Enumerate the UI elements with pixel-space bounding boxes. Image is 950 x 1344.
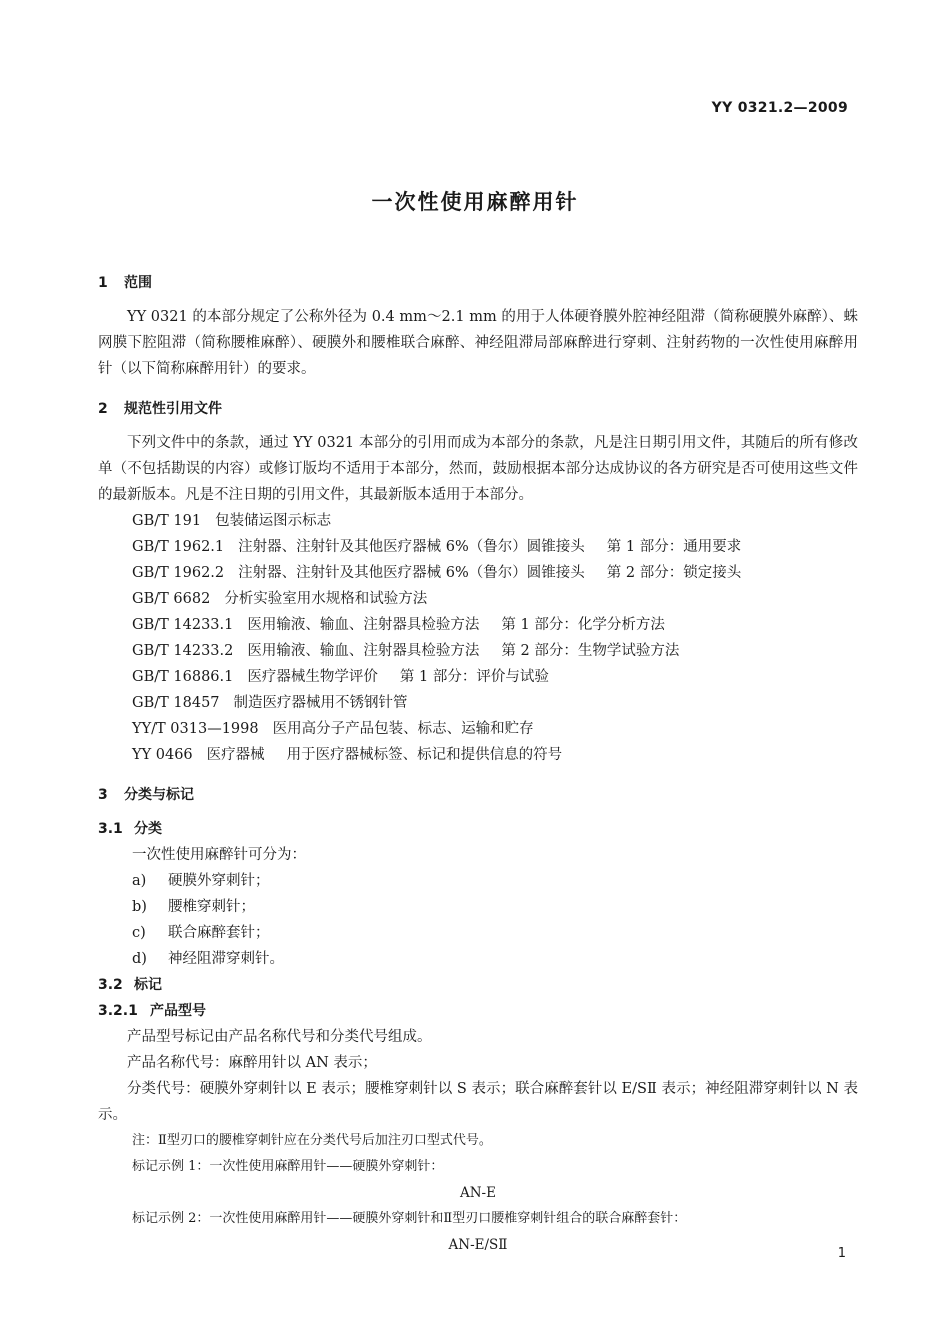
reference-title: 包装储运图示标志 bbox=[215, 513, 332, 529]
section-3-2-heading bbox=[98, 972, 858, 998]
list-item-text: 联合麻醉套针； bbox=[168, 925, 270, 941]
reference-part: 第 1 部分：化学分析方法 bbox=[501, 617, 665, 633]
reference-title: 分析实验室用水规格和试验方法 bbox=[224, 591, 428, 607]
reference-code: GB/T 1962.1 bbox=[132, 539, 225, 555]
reference-item bbox=[132, 742, 858, 768]
reference-list bbox=[132, 508, 858, 768]
list-item-text: 腰椎穿刺针； bbox=[168, 899, 255, 915]
reference-code: YY 0466 bbox=[132, 747, 193, 763]
reference-item bbox=[132, 586, 858, 612]
reference-item bbox=[132, 690, 858, 716]
classification-list bbox=[132, 868, 858, 972]
section-1-heading bbox=[98, 270, 858, 296]
section-2-heading bbox=[98, 396, 858, 422]
list-item-label: b) bbox=[132, 899, 147, 915]
reference-title: 医用输液、输血、注射器具检验方法 bbox=[247, 617, 480, 633]
reference-part: 第 2 部分：生物学试验方法 bbox=[501, 643, 680, 659]
section-3-title: 分类与标记 bbox=[124, 787, 194, 803]
reference-title: 注射器、注射针及其他医疗器械 6%（鲁尔）圆锥接头 bbox=[238, 539, 585, 555]
reference-code: GB/T 18457 bbox=[132, 695, 220, 711]
section-3-1-title: 分类 bbox=[134, 821, 162, 837]
section-3-1-heading bbox=[98, 816, 858, 842]
list-item-text: 神经阻滞穿刺针。 bbox=[168, 951, 284, 967]
reference-item bbox=[132, 716, 858, 742]
list-item-text: 硬膜外穿刺针； bbox=[168, 873, 270, 889]
marking-example-2-code: AN-E/SⅡ bbox=[448, 1237, 508, 1253]
section-2-title: 规范性引用文件 bbox=[124, 401, 222, 417]
section-1-paragraph: YY 0321 的本部分规定了公称外径为 0.4 mm～2.1 mm 的用于人体硬脊膜外腔神经阻滞（简称硬膜外麻醉）、蛛网膜下腔阻滞（简称腰椎麻醉）、硬膜外和腰椎联合麻醉、神经阻滞局部麻醉进行穿刺、注射药物的一次性使用麻醉用针（以下简称麻醉用针）的要求。 bbox=[98, 309, 858, 377]
reference-code: GB/T 1962.2 bbox=[132, 565, 225, 581]
section-3-1-number: 3.1 bbox=[98, 821, 123, 837]
marking-example-2: 标记示例 2：一次性使用麻醉用针——硬膜外穿刺针和Ⅱ型刃口腰椎穿刺针组合的联合麻醉套针： bbox=[132, 1211, 687, 1226]
reference-item bbox=[132, 508, 858, 534]
reference-item bbox=[132, 534, 858, 560]
marking-example-1-code: AN-E bbox=[460, 1185, 496, 1201]
marking-example-1: 标记示例 1：一次性使用麻醉用针——硬膜外穿刺针： bbox=[132, 1159, 444, 1174]
reference-part: 用于医疗器械标签、标记和提供信息的符号 bbox=[286, 747, 563, 763]
model-paragraph-3: 分类代号：硬膜外穿刺针以 E 表示；腰椎穿刺针以 S 表示；联合麻醉套针以 E/SⅡ 表示；神经阻滞穿刺针以 N 表示。 bbox=[98, 1081, 858, 1123]
model-note: 注：Ⅱ型刃口的腰椎穿刺针应在分类代号后加注刃口型式代号。 bbox=[132, 1133, 492, 1148]
model-paragraph-1: 产品型号标记由产品名称代号和分类代号组成。 bbox=[127, 1029, 432, 1045]
section-3-2-number: 3.2 bbox=[98, 977, 123, 993]
reference-code: GB/T 14233.2 bbox=[132, 643, 234, 659]
reference-item bbox=[132, 612, 858, 638]
list-item bbox=[132, 946, 858, 972]
section-2-number: 2 bbox=[98, 401, 108, 417]
classification-intro: 一次性使用麻醉针可分为： bbox=[132, 847, 306, 863]
list-item bbox=[132, 868, 858, 894]
section-2-paragraph: 下列文件中的条款，通过 YY 0321 本部分的引用而成为本部分的条款，凡是注日期引用文件，其随后的所有修改单（不包括勘误的内容）或修订版均不适用于本部分，然而，鼓励根据本部分达成协议的各方研究是否可使用这些文件的最新版本。凡是不注日期的引用文件，其最新版本适用于本部分。 bbox=[98, 435, 858, 503]
document-body bbox=[98, 270, 858, 1258]
section-3-2-1-title: 产品型号 bbox=[150, 1003, 206, 1019]
section-1-number: 1 bbox=[98, 275, 108, 291]
reference-part: 第 1 部分：评价与试验 bbox=[399, 669, 549, 685]
reference-item bbox=[132, 638, 858, 664]
reference-item bbox=[132, 560, 858, 586]
list-item-label: c) bbox=[132, 925, 146, 941]
reference-title: 医疗器械 bbox=[206, 747, 265, 763]
doc-number: YY 0321.2—2009 bbox=[711, 100, 848, 116]
list-item-label: d) bbox=[132, 951, 147, 967]
list-item bbox=[132, 894, 858, 920]
reference-title: 医疗器械生物学评价 bbox=[247, 669, 378, 685]
reference-code: YY/T 0313—1998 bbox=[132, 721, 259, 737]
reference-title: 注射器、注射针及其他医疗器械 6%（鲁尔）圆锥接头 bbox=[238, 565, 585, 581]
reference-title: 医用输液、输血、注射器具检验方法 bbox=[247, 643, 480, 659]
section-3-2-1-number: 3.2.1 bbox=[98, 1003, 138, 1019]
reference-code: GB/T 14233.1 bbox=[132, 617, 234, 633]
list-item-label: a) bbox=[132, 873, 147, 889]
reference-code: GB/T 16886.1 bbox=[132, 669, 234, 685]
section-3-2-title: 标记 bbox=[134, 977, 162, 993]
reference-title: 制造医疗器械用不锈钢针管 bbox=[233, 695, 408, 711]
reference-item bbox=[132, 664, 858, 690]
reference-code: GB/T 191 bbox=[132, 513, 202, 529]
section-3-heading bbox=[98, 782, 858, 808]
page-number: 1 bbox=[837, 1246, 846, 1261]
reference-part: 第 2 部分：锁定接头 bbox=[606, 565, 742, 581]
section-3-number: 3 bbox=[98, 787, 108, 803]
section-3-2-1-heading bbox=[98, 998, 858, 1024]
list-item bbox=[132, 920, 858, 946]
section-1-title: 范围 bbox=[124, 275, 152, 291]
model-paragraph-2: 产品名称代号：麻醉用针以 AN 表示； bbox=[127, 1055, 377, 1071]
reference-part: 第 1 部分：通用要求 bbox=[606, 539, 742, 555]
page-title: 一次性使用麻醉用针 bbox=[371, 190, 579, 214]
reference-title: 医用高分子产品包装、标志、运输和贮存 bbox=[272, 721, 534, 737]
reference-code: GB/T 6682 bbox=[132, 591, 211, 607]
